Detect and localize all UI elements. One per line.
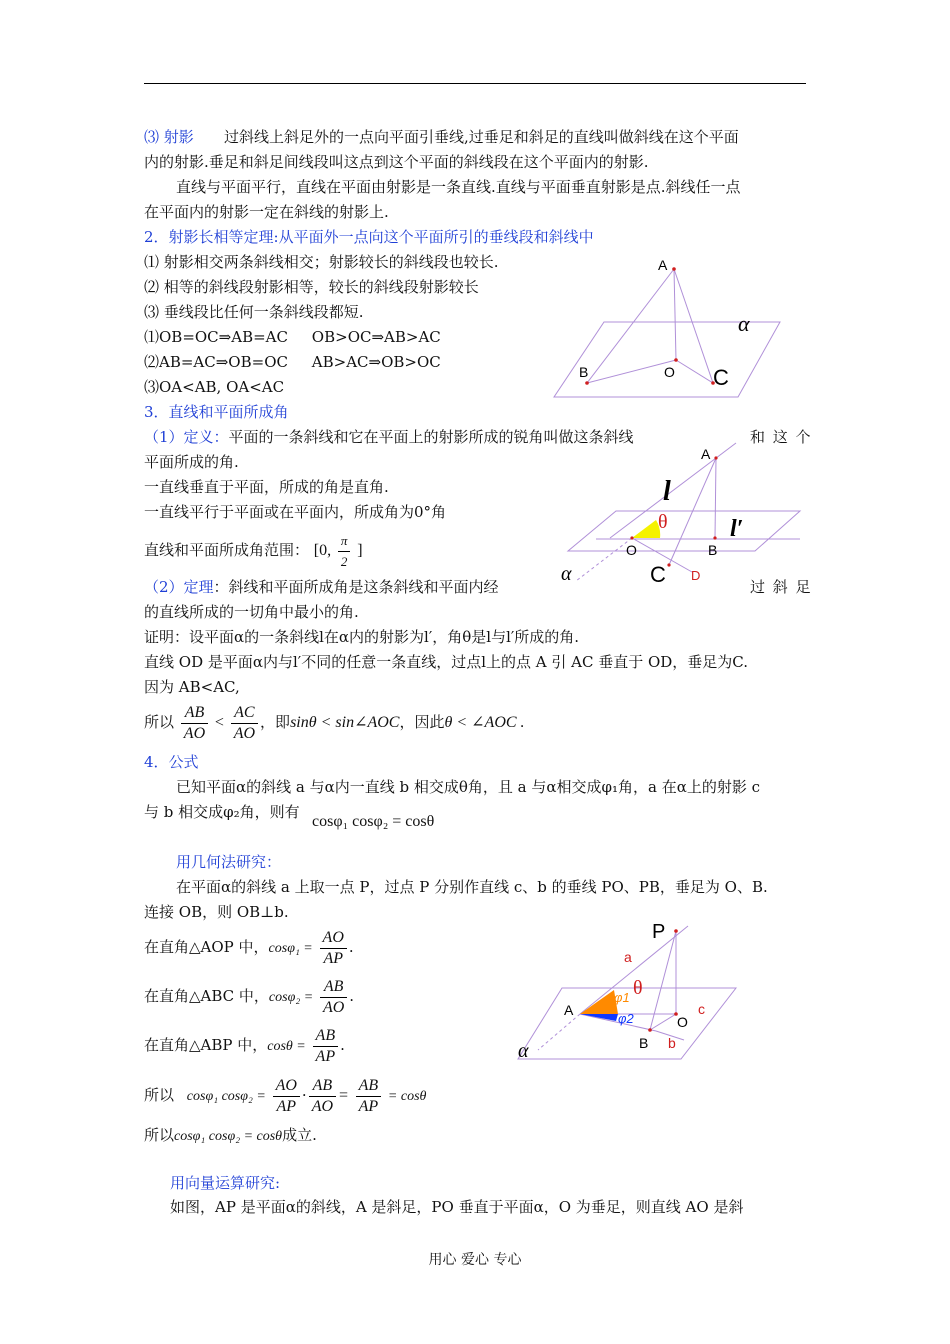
definition-line-1: （1）定义：平面的一条斜线和它在平面上的射影所成的锐角叫做这条斜线 [144,428,634,446]
proof-line-1: 证明：设平面α的一条斜线l在α内的射影为l′，角θ是l与l′所成的角. [144,628,580,646]
point-b-label: B [708,542,718,558]
proof-line-3: 因为 AB<AC, [144,678,240,696]
perpendicular-statement: 一直线垂直于平面，所成的角是直角. [144,478,389,496]
theorem-2-heading: 2．射影长相等定理:从平面外一点向这个平面所引的垂线段和斜线中 [144,228,594,246]
point-o-label: O [664,364,675,380]
point-a-label: A [658,257,668,273]
geometric-line-1: 在平面α的斜线 a 上取一点 P，过点 P 分别作直线 c、b 的垂线 PO、PB，垂足为 O、B. [176,878,768,896]
theta-wedge [632,520,660,538]
point-c-label: C [713,365,729,390]
projection-text-2: 内的射影.垂足和斜足间线段叫这点到这个平面的斜线段在这个平面内的射影. [144,153,649,171]
projection-label: ⑶ 射影 [144,128,194,146]
vector-line-1: 如图，AP 是平面α的斜线，A 是斜足，PO 垂直于平面α，O 为垂足，则直线 AO 是斜 [170,1198,744,1216]
therefore-product: 所以 cosφ₁ cosφ₂ = $\frac{AO}{AP}$ · $\frac{AB}{AO}$ = $\frac{AB}{AP}$ = cosθ [144,1076,427,1115]
line-a-hidden [538,1014,580,1050]
projection-text-4: 在平面内的射影一定在斜线的射影上. [144,203,389,221]
definition-line-1-end: 和 这 个 [750,428,811,446]
formula-heading: 4．公式 [144,753,199,771]
vector-method-heading: 用向量运算研究: [170,1174,281,1192]
line-l-label: l [663,476,671,507]
formula-figure [508,918,744,1064]
geometric-line-2: 连接 OB，则 OB⊥b. [144,903,289,921]
theorem-line-1: （2）定理：斜线和平面所成角是这条斜线和平面内经 [144,578,499,596]
segment-oc [676,360,713,383]
theorem-line-1-end: 过 斜 足 [750,578,811,596]
point-a-label: A [701,446,711,462]
triangle-aop: 在直角△AOP 中，cosφ₁ = $\frac{AO}{AP}$ . [144,928,354,967]
theorem-2-item-2: ⑵ 相等的斜线段射影相等，较长的斜线段射影较长 [144,278,479,296]
phi1-label: φ1 [614,990,630,1005]
parallel-statement: 一直线平行于平面或在平面内，所成角为0°角 [144,503,447,521]
point-p-label: P [652,921,666,943]
point-b-label: B [639,1035,649,1051]
line-c-label: c [698,1001,705,1017]
segment-ab [587,269,674,383]
definition-line-2: 平面所成的角. [144,453,239,471]
line-b-label: b [668,1035,676,1051]
segment-ac [674,269,713,383]
plane-alpha-label: α [561,563,572,582]
segment-ao [674,269,676,360]
line-a [580,926,688,1014]
geometric-method-heading: 用几何法研究： [176,853,282,871]
phi2-label: φ2 [618,1011,634,1026]
point-o-label: O [677,1014,688,1030]
point-o-label: O [626,542,637,558]
triangle-abc: 在直角△ABC 中，cosφ₂ = $\frac{AB}{AO}$ . [144,977,355,1016]
perpendicular-ab [715,458,716,538]
phi1-wedge [580,990,618,1014]
phi2-wedge [580,1014,618,1021]
formula-line-2: 与 b 相交成φ₂角，则有 [144,803,300,821]
formula-line-1: 已知平面α的斜线 a 与α内一直线 b 相交成θ角，且 a 与α相交成φ₁角，a 在α上的射影 c [176,778,761,796]
point-a-label: A [564,1002,574,1018]
projection-text-1: 过斜线上斜足外的一点向平面引垂线,过垂足和斜足的直线叫做斜线在这个平面 [224,128,739,146]
point-c-label: C [650,562,666,582]
angle-figure [556,442,802,582]
formula-equation: cosφ₁ cosφ₂ = cosθ [312,813,435,830]
triangle-abp: 在直角△ABP 中，cosθ = $\frac{AB}{AP}$ . [144,1026,345,1065]
plane-alpha-label: α [518,1040,529,1062]
theta-label: θ [633,977,643,999]
point-b-label: B [579,364,589,380]
theorem-2-rule-3: ⑶OA<AB, OA<AC [144,378,285,396]
point-d-label: D [691,568,701,582]
proof-line-4: 所以 $\frac{AB}{AO}$ < $\frac{AC}{AO}$ ，即sinθ < sin∠AOC，因此θ < ∠AOC . [144,703,525,742]
segment-bo [587,360,676,383]
line-a-label: a [624,949,632,965]
therefore-conclusion: 所以cosφ₁ cosφ₂ = cosθ成立. [144,1126,317,1144]
angle-range: 直线和平面所成角范围： [0, $\frac{\pi}{2}$ ] [144,532,363,569]
proof-line-2: 直线 OD 是平面α内与l′不同的任意一条直线，过点l上的点 A 引 AC 垂直于 OD，垂足为C. [144,653,749,671]
theta-label: θ [658,511,668,533]
plane-alpha-label: α [738,311,750,336]
theorem-2-item-3: ⑶ 垂线段比任何一条斜线段都短. [144,303,364,321]
theorem-2-rule-2: ⑵AB=AC⇒OB=OC AB>AC⇒OB>OC [144,353,441,371]
projection-figure [548,255,788,400]
theorem-line-2: 的直线所成的一切角中最小的角. [144,603,359,621]
page-footer: 用心 爱心 专心 [428,1252,522,1268]
theorem-2-item-1: ⑴ 射影相交两条斜线相交；射影较长的斜线段也较长. [144,253,499,271]
theorem-2-rule-1: ⑴OB=OC⇒AB=AC OB>OC⇒AB>AC [144,328,441,346]
header-rule [144,83,806,84]
line-l-prime-label: l′ [730,516,744,542]
angle-section-heading: 3．直线和平面所成角 [144,403,289,421]
oblique-line-l-hidden [576,538,632,581]
projection-text-3: 直线与平面平行，直线在平面由射影是一条直线.直线与平面垂直射影是点.斜线任一点 [176,178,741,196]
